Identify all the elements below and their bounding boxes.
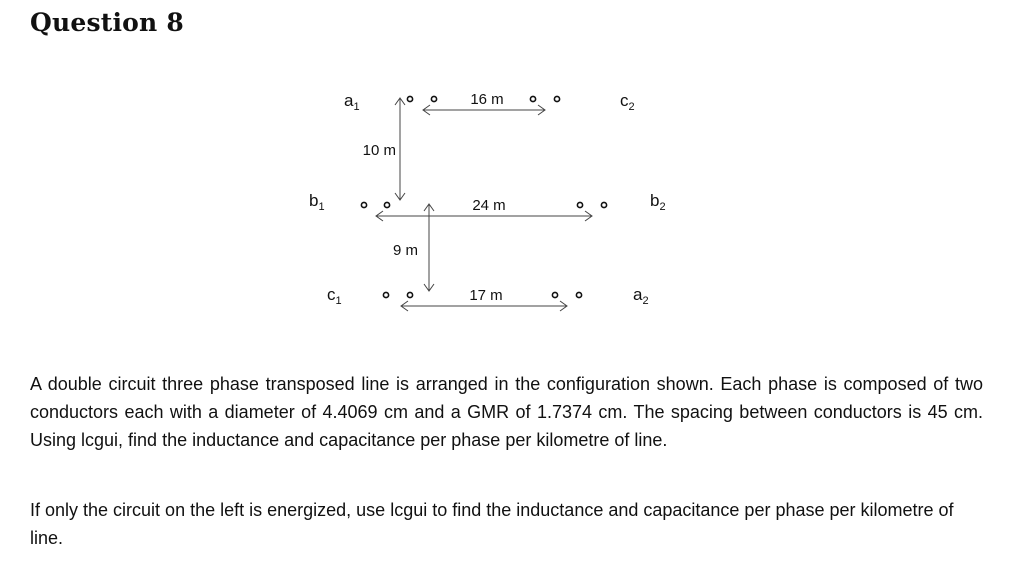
dimension-line-lower-vertical bbox=[424, 204, 434, 291]
conductor-bundle-b1 bbox=[361, 202, 389, 207]
phase-label-b1: $b_1$ bbox=[309, 191, 325, 213]
conductor-bundle-c1 bbox=[383, 292, 412, 297]
problem-statement-paragraph: A double circuit three phase transposed line is arranged in the configuration shown. Each phase is composed of two conductors each with a diameter of 4.4069 cm and a GMR of 1.7374 cm. The spacing between conductors is 45 cm. Using lcgui, find the inductance and capacitance per phase per kilometre of line. bbox=[30, 374, 983, 450]
conductor-bundle-c2 bbox=[530, 96, 559, 101]
question-title: Question 8 bbox=[30, 8, 184, 37]
phase-label-a1: $a_1$ bbox=[344, 91, 360, 113]
phase-label-c1: $c_1$ bbox=[327, 285, 342, 307]
dimension-label-upper-vertical: 10 m bbox=[362, 142, 396, 159]
dimension-label-lower-vertical: 9 m bbox=[392, 242, 418, 259]
phase-label-b2: $b_2$ bbox=[650, 191, 666, 213]
dimension-label-bottom: 17 m bbox=[469, 287, 503, 304]
phase-label-c2: $c_2$ bbox=[620, 91, 635, 113]
dimension-line-upper-vertical bbox=[395, 98, 405, 200]
conductor-bundle-a2 bbox=[552, 292, 581, 297]
conductor-bundle-b2 bbox=[577, 202, 606, 207]
follow-up-paragraph: If only the circuit on the left is energized, use lcgui to find the inductance and capacitance per phase per kilometre of line. bbox=[30, 500, 954, 548]
dimension-label-top: 16 m bbox=[470, 91, 504, 108]
phase-label-a2: $a_2$ bbox=[633, 285, 649, 307]
dimension-label-middle: 24 m bbox=[472, 197, 506, 214]
conductor-bundle-a1 bbox=[407, 96, 436, 101]
